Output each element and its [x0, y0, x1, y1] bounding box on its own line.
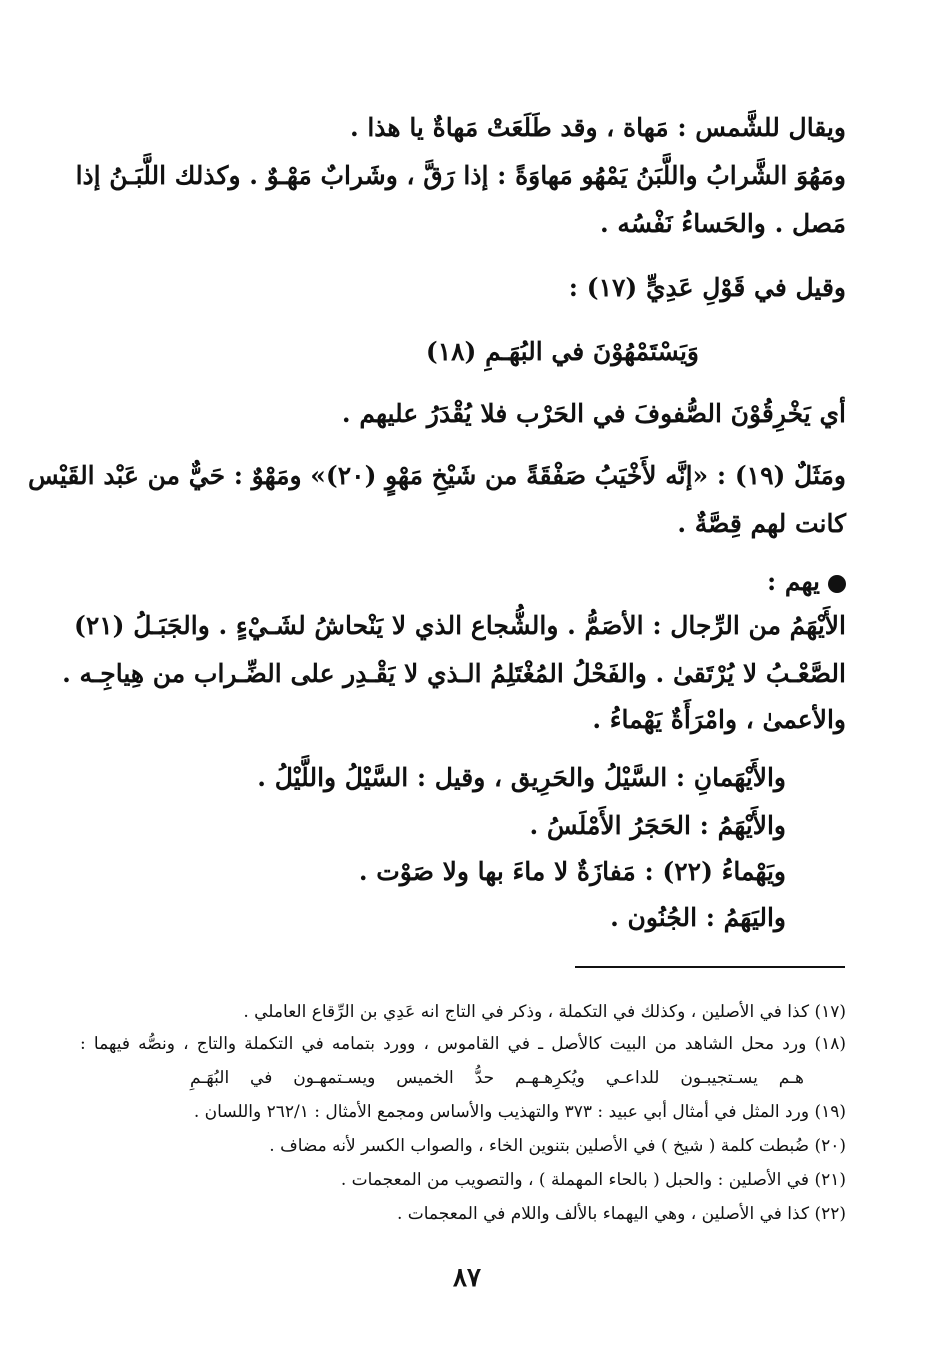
page-number: ٨٧ [453, 1263, 481, 1293]
footnote-divider [575, 966, 845, 968]
body-line-14: والأَيْهَمُ : الحَجَرُ الأَمْلَسُ . [529, 811, 786, 840]
verse-citation: وَيَسْتَمْهُوْنَ في البُهَـمِ (١٨) [425, 337, 699, 366]
body-line-1: ويقال للشَّمس : مَهاة ، وقد طَلَعَتْ مَهاةٌ يا هذا . [349, 113, 846, 142]
footnote-18-verse [190, 1064, 804, 1092]
body-line-3: مَصل . والحَساءُ نَفْسُه . [600, 209, 846, 238]
body-line-2: ومَهُوَ الشَّرابُ واللَّبَنُ يَمْهُو مَهاوَةً : إذا رَقَّ ، وشَرابٌ مَهْـوٌ . وكذلك اللَّبَـنُ إذا [75, 161, 846, 190]
body-line-10: الأَيْهَمُ من الرِّجال : الأصَمُّ . والشُّجاع الذي لا يَنْحاشُ لشَـيْءٍ . والجَبَـلُ (٢١) [73, 611, 846, 640]
body-line-4: وقيل في قَوْلِ عَدِيٍّ (١٧) : [568, 273, 846, 302]
footnote-20: (٢٠) ضُبطت كلمة ( شيخ ) في الأصلين بتنوين الخاء ، والصواب الكسر لأنه مضاف . [269, 1136, 846, 1156]
body-line-8: كانت لهم قِصَّةٌ . [677, 509, 846, 538]
body-line-15: ويَهْماءُ (٢٢) : مَفازَةٌ لا ماءَ بها ولا صَوْت . [358, 857, 786, 886]
footnote-17: (١٧) كذا في الأصلين ، وكذلك في التكملة ، وذكر في التاج انه عَدِي بن الرِّقاع العاملي . [243, 1002, 846, 1022]
body-line-13: والأَيْهَمانِ : السَّيْلُ والحَرِيق ، وقيل : السَّيْلُ واللَّيْلُ . [257, 763, 786, 792]
body-line-11: الصَّعْـبُ لا يُرْتَقىٰ . والفَحْلُ المُغْتَلِمُ الـذي لا يَقْـدِر على الضِّـراب من هِياجِـه . [62, 659, 846, 688]
body-line-7: ومَثَلٌ (١٩) : «إنَّه لأَخْيَبُ صَفْقَةً من شَيْخِ مَهْوٍ (٢٠)» ومَهْوٌ : حَيٌّ من عَبْد القَيْس [28, 461, 846, 490]
footnote-18: (١٨) ورد محل الشاهد من البيت كالأصل ـ في القاموس ، وورد بتمامه في التكملة والتاج ، ونصُّه فيهما : [80, 1034, 846, 1054]
body-line-6: أي يَخْرِقُوْنَ الصُّفوفَ في الحَرْب فلا يُقْدَرُ عليهم . [341, 399, 846, 428]
filled-circle-bullet-icon [828, 575, 846, 593]
footnote-22: (٢٢) كذا في الأصلين ، وهي اليهماء بالألف واللام في المعجمات . [396, 1204, 846, 1224]
footnote-21: (٢١) في الأصلين : والحبل ( بالحاء المهملة ) ، والتصويب من المعجمات . [340, 1170, 846, 1190]
body-line-12: والأعمىٰ ، وامْرَأَةٌ يَهْماءُ . [592, 705, 846, 734]
verse-second-hemistich: حدُّ الخميس ويسـتمهـون في البُهَـمِ [190, 1068, 495, 1088]
entry-heading [80, 562, 846, 602]
footnote-19: (١٩) ورد المثل في أمثال أبي عبيد : ٣٧٣ والتهذيب والأساس ومجمع الأمثال : ٢٦٢/١ واللسان . [193, 1102, 846, 1122]
entry-heading-text: يهم : [766, 567, 820, 596]
verse-first-hemistich: هـم يسـتجيبـون للداعـي ويُكرِهـهـم [515, 1068, 804, 1088]
body-line-16: واليَهَمُ : الجُنُون . [610, 903, 786, 932]
